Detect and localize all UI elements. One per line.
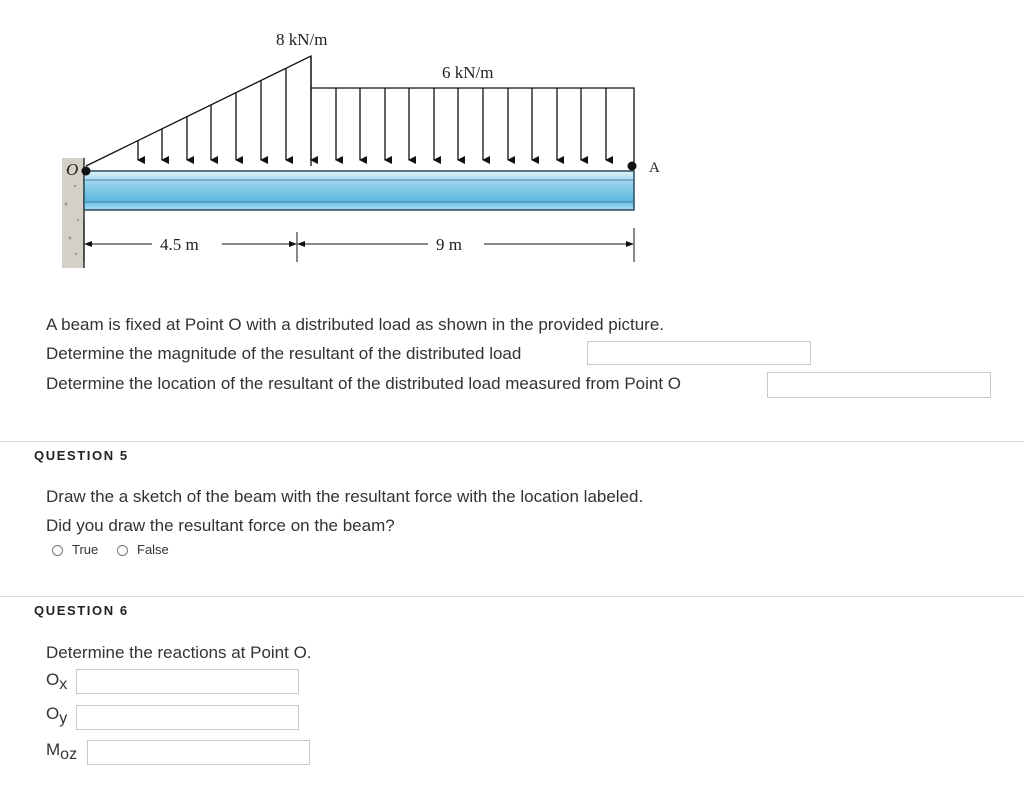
triangular-load-outline bbox=[86, 56, 311, 166]
point-o-marker bbox=[82, 167, 91, 176]
moz-moment-input[interactable] bbox=[87, 740, 310, 765]
q4-magnitude-prompt: Determine the magnitude of the resultant of the distributed load bbox=[46, 344, 522, 363]
dimension-left-label: 4.5 m bbox=[160, 235, 199, 254]
triangular-load-label: 8 kN/m bbox=[276, 30, 328, 49]
point-o-label: O bbox=[66, 160, 79, 179]
question-5-header: QUESTION 5 bbox=[34, 448, 129, 463]
q6-prompt-text: Determine the reactions at Point O. bbox=[46, 643, 312, 662]
oy-reaction-input[interactable] bbox=[76, 705, 299, 730]
point-a-marker bbox=[628, 162, 637, 171]
triangular-load-arrows bbox=[138, 68, 286, 160]
dimension-right-label: 9 m bbox=[436, 235, 462, 254]
q5-question-text: Did you draw the resultant force on the beam? bbox=[46, 516, 395, 535]
resultant-location-input[interactable] bbox=[767, 372, 991, 398]
section-divider bbox=[0, 441, 1024, 442]
q4-intro-text: A beam is fixed at Point O with a distributed load as shown in the provided picture. bbox=[46, 315, 665, 334]
point-a-label: A bbox=[649, 160, 660, 176]
oy-label: Oy bbox=[46, 704, 68, 727]
resultant-magnitude-input[interactable] bbox=[587, 341, 811, 365]
true-radio[interactable] bbox=[52, 545, 63, 556]
true-radio-label[interactable]: True bbox=[72, 542, 99, 557]
ox-reaction-input[interactable] bbox=[76, 669, 299, 694]
question-6-header: QUESTION 6 bbox=[34, 603, 129, 618]
section-divider bbox=[0, 596, 1024, 597]
uniform-load-label: 6 kN/m bbox=[442, 63, 494, 82]
beam bbox=[84, 171, 634, 210]
q4-location-prompt: Determine the location of the resultant of the distributed load measured from Point O bbox=[46, 374, 682, 393]
false-radio-label[interactable]: False bbox=[137, 542, 169, 557]
q5-instruction-text: Draw the a sketch of the beam with the resultant force with the location labeled. bbox=[46, 487, 644, 506]
ox-label: Ox bbox=[46, 670, 68, 693]
moz-label: Moz bbox=[46, 740, 78, 763]
beam-load-diagram bbox=[0, 0, 700, 300]
false-radio[interactable] bbox=[117, 545, 128, 556]
